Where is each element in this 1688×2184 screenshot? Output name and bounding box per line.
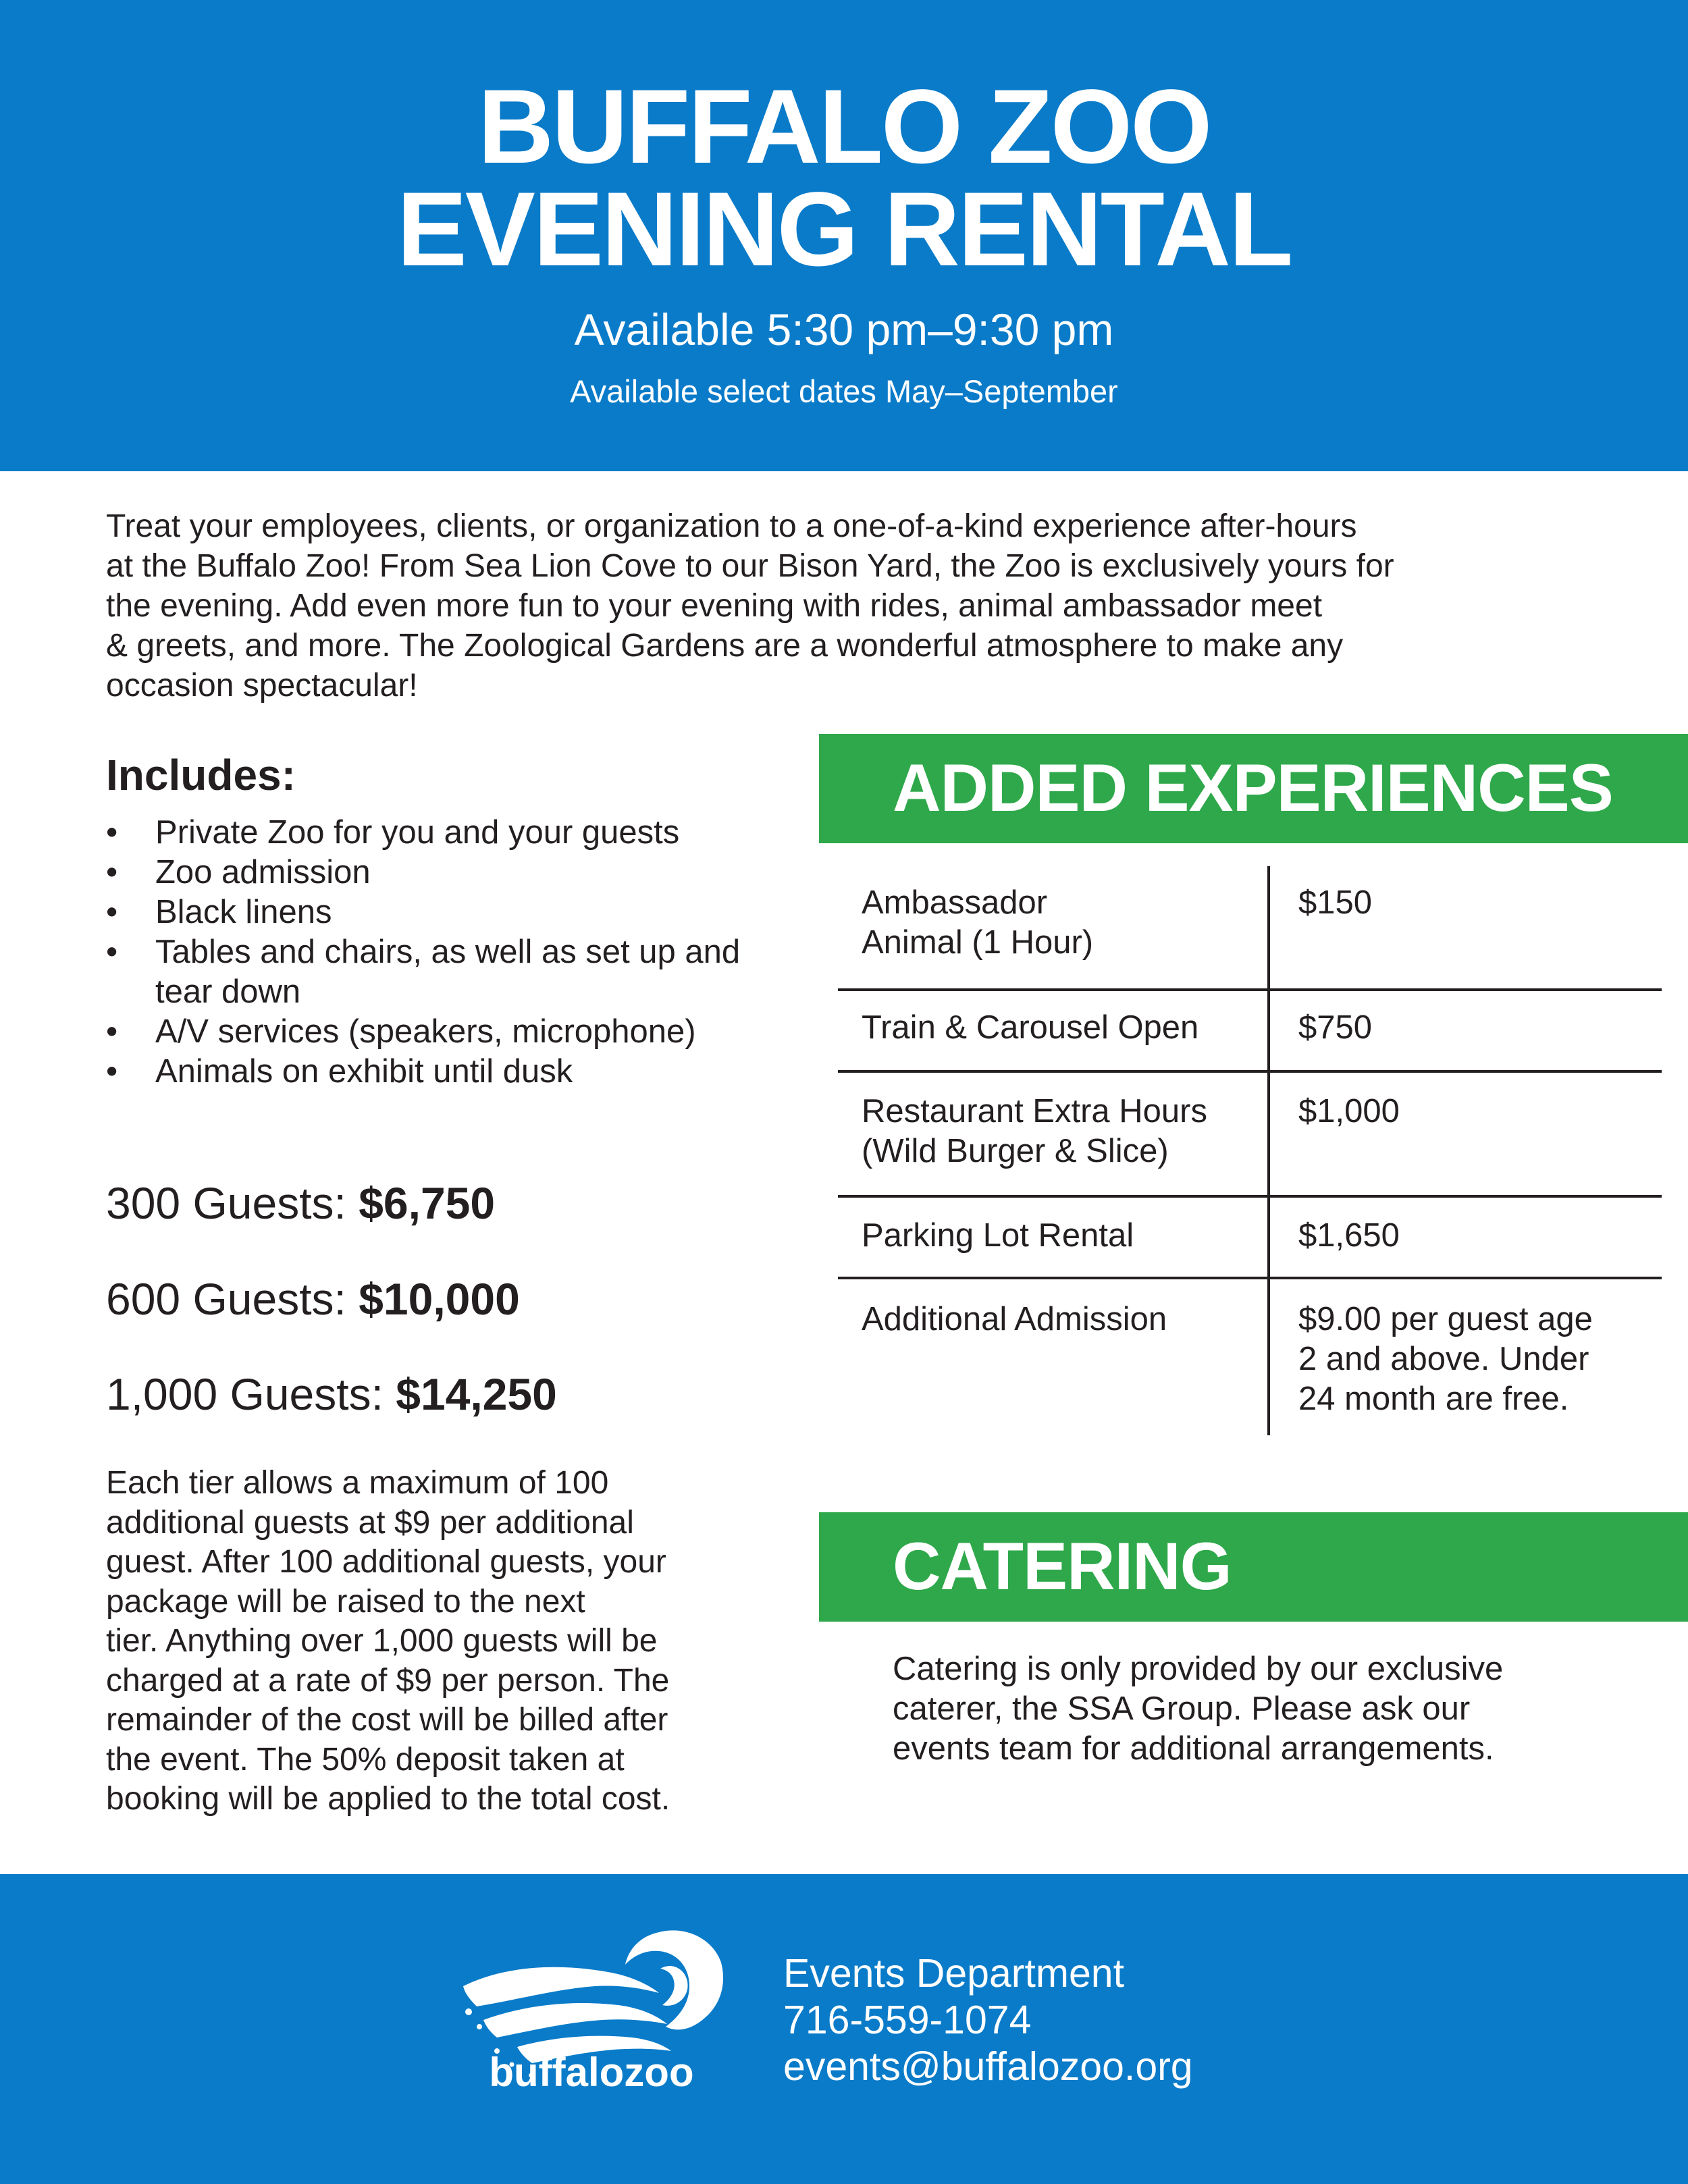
table-column-divider [1267, 866, 1270, 1435]
contact-department: Events Department [783, 1951, 1125, 1996]
tier-note-line: tier. Anything over 1,000 guests will be [106, 1623, 658, 1659]
intro-line: occasion spectacular! [106, 668, 418, 703]
cell-line: $9.00 per guest age [1298, 1301, 1593, 1337]
cell-line: Additional Admission [862, 1301, 1167, 1337]
tier-policy-note [106, 1464, 781, 1819]
page-title-line-2: EVENING RENTAL [396, 171, 1292, 288]
table-row-divider [838, 1195, 1662, 1198]
table-row-divider [838, 1070, 1662, 1073]
experience-name [862, 1216, 1240, 1256]
bullet: • [106, 1053, 118, 1090]
cell-line: (Wild Burger & Slice) [862, 1133, 1169, 1169]
contact-phone[interactable]: 716-559-1074 [783, 1998, 1032, 2042]
cell-line: $150 [1298, 884, 1373, 921]
catering-heading: CATERING [893, 1528, 1232, 1603]
cell-line: Parking Lot Rental [862, 1217, 1134, 1254]
tier-label: 300 Guests: [106, 1178, 359, 1228]
list-item-text: Zoo admission [155, 854, 371, 890]
cell-line: $1,650 [1298, 1217, 1400, 1254]
availability-hours: Available 5:30 pm–9:30 pm [574, 304, 1114, 354]
tier-price: $6,750 [359, 1178, 496, 1228]
table-row-divider [838, 1277, 1662, 1279]
cell-line: 2 and above. Under [1298, 1341, 1589, 1377]
catering-line: events team for additional arrangements. [893, 1730, 1494, 1767]
list-item-text: Animals on exhibit until dusk [155, 1053, 573, 1090]
price-tier-300 [106, 1176, 495, 1230]
catering-line: Catering is only provided by our exclusive [893, 1651, 1504, 1687]
cell-line: $750 [1298, 1009, 1373, 1046]
list-item [106, 813, 781, 853]
contact-email[interactable]: events@buffalozoo.org [783, 2044, 1193, 2089]
list-item-text: Tables and chairs, as well as set up and tear down [155, 934, 741, 1010]
tier-note-line: guest. After 100 additional guests, your [106, 1544, 666, 1580]
list-item-text: Private Zoo for you and your guests [155, 814, 680, 851]
tier-price: $14,250 [396, 1369, 557, 1419]
bullet: • [106, 894, 118, 930]
experience-name [862, 1300, 1240, 1339]
list-item [106, 1052, 781, 1092]
tier-note-line: remainder of the cost will be billed after [106, 1702, 668, 1738]
experience-price [1298, 1300, 1663, 1419]
bullet: • [106, 1013, 118, 1050]
includes-heading: Includes: [106, 751, 296, 799]
tier-note-line: booking will be applied to the total cost. [106, 1781, 670, 1817]
list-item [106, 853, 781, 893]
tier-note-line: Each tier allows a maximum of 100 [106, 1465, 609, 1501]
list-item-text: A/V services (speakers, microphone) [155, 1013, 696, 1050]
intro-line: the evening. Add even more fun to your evening with rides, animal ambassador meet [106, 588, 1323, 624]
tier-note-line: the event. The 50% deposit taken at [106, 1741, 625, 1778]
includes-list [106, 813, 781, 1092]
intro-line: & greets, and more. The Zoological Gardens are a wonderful atmosphere to make any [106, 628, 1344, 664]
intro-line: at the Buffalo Zoo! From Sea Lion Cove to our Bison Yard, the Zoo is exclusively yours for [106, 548, 1394, 584]
list-item-text: Black linens [155, 894, 332, 930]
list-item [106, 893, 781, 932]
bullet: • [106, 934, 118, 970]
availability-dates: Available select dates May–September [570, 373, 1118, 409]
experience-name [862, 1092, 1240, 1171]
tier-label: 1,000 Guests: [106, 1369, 396, 1419]
page-title-line-1: BUFFALO ZOO [477, 68, 1211, 186]
cell-line: Animal (1 Hour) [862, 924, 1094, 961]
tier-note-line: charged at a rate of $9 per person. The [106, 1662, 670, 1699]
cell-line: Train & Carousel Open [862, 1009, 1199, 1046]
price-tier-1000 [106, 1367, 557, 1421]
cell-line: Restaurant Extra Hours [862, 1093, 1207, 1129]
experience-price [1298, 1092, 1663, 1131]
catering-line: caterer, the SSA Group. Please ask our [893, 1690, 1471, 1727]
intro-paragraph [106, 506, 1612, 705]
experience-name [862, 883, 1240, 963]
table-row-divider [838, 988, 1662, 991]
cell-line: Ambassador [862, 884, 1048, 921]
list-item [106, 932, 781, 1012]
catering-text [893, 1649, 1635, 1769]
tier-note-line: package will be raised to the next [106, 1583, 585, 1620]
list-item [106, 1012, 781, 1052]
experience-price [1298, 1216, 1663, 1256]
experience-name [862, 1008, 1240, 1048]
experience-price [1298, 1008, 1663, 1048]
experience-price [1298, 883, 1663, 923]
intro-line: Treat your employees, clients, or organization to a one-of-a-kind experience after-hours [106, 508, 1357, 544]
price-tier-600 [106, 1272, 520, 1326]
bullet: • [106, 854, 118, 890]
tier-label: 600 Guests: [106, 1274, 359, 1324]
tier-note-line: additional guests at $9 per additional [106, 1504, 634, 1541]
tier-price: $10,000 [359, 1274, 520, 1324]
experiences-heading: ADDED EXPERIENCES [893, 750, 1613, 825]
bullet: • [106, 814, 118, 851]
logo-wordmark: buffalozoo [489, 2050, 694, 2095]
cell-line: 24 month are free. [1298, 1381, 1569, 1417]
cell-line: $1,000 [1298, 1093, 1400, 1129]
